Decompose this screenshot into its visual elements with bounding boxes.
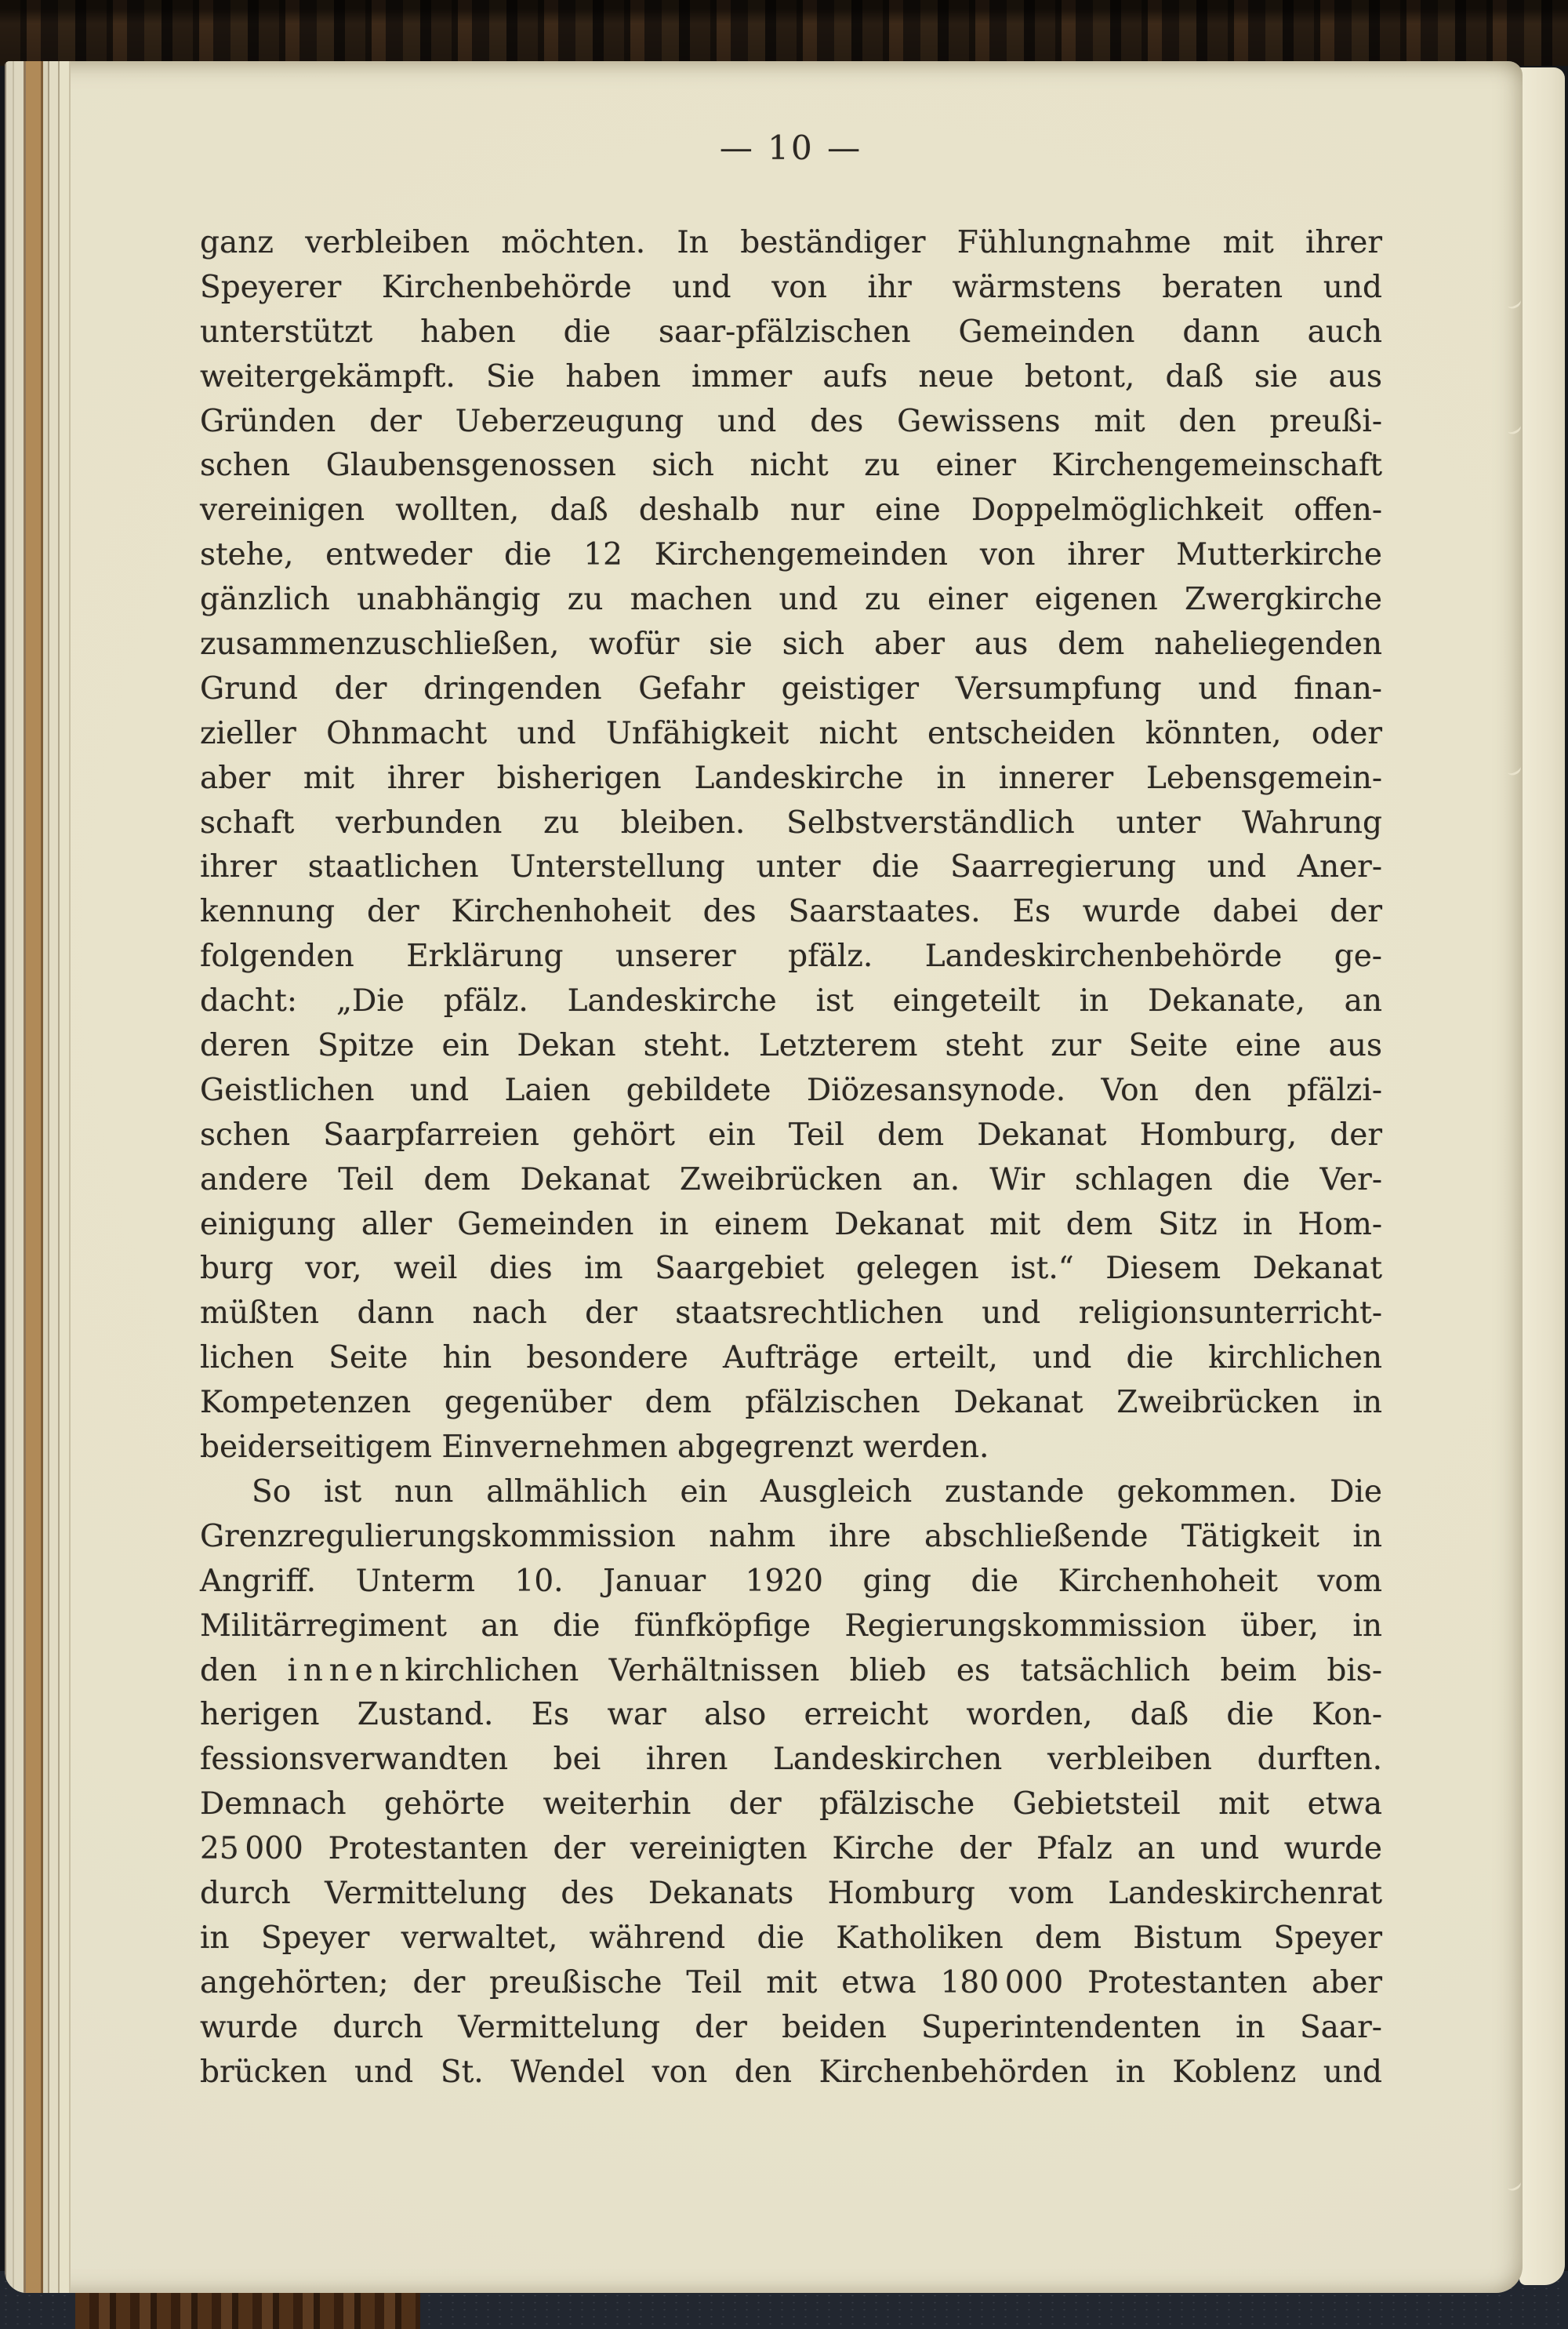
text-line: deren Spitze ein Dekan steht. Letzterem steht zur Seite eine aus [200, 1028, 1382, 1064]
text-line: Grund der dringenden Gefahr geistiger Versumpfung und finan- [200, 670, 1382, 707]
text-line: angehörten; der preußische Teil mit etwa 180 000 Protestanten aber [200, 1964, 1382, 2000]
text-line: schaft verbunden zu bleiben. Selbstverständlich unter Wahrung [200, 805, 1382, 841]
text-line: den i n n e n kirchlichen Verhältnissen blieb es tatsächlich beim bis- [200, 1652, 1382, 1688]
text-line: weitergekämpft. Sie haben immer aufs neue betont, daß sie aus [200, 358, 1382, 394]
text-line: lichen Seite hin besondere Aufträge erteilt, und die kirchlichen [200, 1340, 1382, 1376]
text-line: Kompetenzen gegenüber dem pfälzischen Dekanat Zweibrücken in [200, 1385, 1382, 1421]
text-line: beiderseitigem Einvernehmen abgegrenzt werden. [200, 1430, 989, 1466]
text-line: stehe, entweder die 12 Kirchengemeinden von ihrer Mutterkirche [200, 537, 1382, 573]
text-line: Speyerer Kirchenbehörde und von ihr wärmstens beraten und [200, 269, 1382, 305]
text-line: andere Teil dem Dekanat Zweibrücken an. Wir schlagen die Ver- [200, 1161, 1382, 1197]
text-line: unterstützt haben die saar-pfälzischen Gemeinden dann auch [200, 314, 1382, 350]
text-line: zusammenzuschließen, wofür sie sich aber aus dem naheliegenden [200, 627, 1382, 663]
text-line: Angriff. Unterm 10. Januar 1920 ging die Kirchenhoheit vom [200, 1563, 1382, 1599]
text-line: brücken und St. Wendel von den Kirchenbehörden in Koblenz und [200, 2054, 1382, 2090]
text-line: ihrer staatlichen Unterstellung unter die Saarregierung und Aner- [200, 849, 1382, 885]
text-line: fessionsverwandten bei ihren Landeskirchen verbleiben durften. [200, 1742, 1382, 1778]
page-number: — 10 — [719, 129, 863, 167]
text-line: Grenzregulierungskommission nahm ihre abschließende Tätigkeit in [200, 1518, 1382, 1554]
text-line: durch Vermittelung des Dekanats Homburg vom Landeskirchenrat [200, 1875, 1382, 1911]
text-line: schen Saarpfarreien gehört ein Teil dem Dekanat Homburg, der [200, 1117, 1382, 1153]
text-line: einigung aller Gemeinden in einem Dekanat mit dem Sitz in Hom- [200, 1206, 1382, 1242]
text-line: wurde durch Vermittelung der beiden Superintendenten in Saar- [200, 2009, 1382, 2045]
text-line: 25 000 Protestanten der vereinigten Kirche der Pfalz an und wurde [200, 1831, 1382, 1867]
text-line: Geistlichen und Laien gebildete Diözesansynode. Von den pfälzi- [200, 1072, 1382, 1108]
text-line: vereinigen wollten, daß deshalb nur eine Doppelmöglichkeit offen- [200, 492, 1382, 529]
text-line: aber mit ihrer bisherigen Landeskirche in innerer Lebensgemein- [200, 760, 1382, 796]
book-binding-top [0, 0, 1568, 66]
text-line: Militärregiment an die fünfköpfige Regierungskommission über, in [200, 1608, 1382, 1644]
text-line: Gründen der Ueberzeugung und des Gewissens mit den preußi- [200, 403, 1382, 439]
text-line: So ist nun allmählich ein Ausgleich zustande gekommen. Die [252, 1473, 1382, 1510]
stacked-page-edge [1519, 67, 1565, 2285]
text-line: herigen Zustand. Es war also erreicht worden, daß die Kon- [200, 1697, 1382, 1733]
text-line: ganz verbleiben möchten. In beständiger Fühlungnahme mit ihrer [200, 225, 1382, 260]
text-line: kennung der Kirchenhoheit des Saarstaates. Es wurde dabei der [200, 894, 1382, 930]
text-line: müßten dann nach der staatsrechtlichen und religionsunterricht- [200, 1295, 1382, 1332]
book-page [5, 61, 1523, 2293]
text-block [200, 221, 1382, 2095]
text-line: in Speyer verwaltet, während die Katholiken dem Bistum Speyer [200, 1920, 1382, 1956]
text-line: Demnach gehörte weiterhin der pfälzische Gebietsteil mit etwa [200, 1786, 1382, 1822]
page-gutter [5, 61, 80, 2293]
text-line: zieller Ohnmacht und Unfähigkeit nicht entscheiden könnten, oder [200, 715, 1382, 751]
text-line: gänzlich unabhängig zu machen und zu einer eigenen Zwergkirche [200, 582, 1382, 618]
text-line: folgenden Erklärung unserer pfälz. Landeskirchenbehörde ge- [200, 939, 1382, 975]
text-line: schen Glaubensgenossen sich nicht zu einer Kirchengemeinschaft [200, 448, 1382, 484]
text-line: dacht: „Die pfälz. Landeskirche ist eingeteilt in Dekanate, an [200, 983, 1382, 1019]
text-line: burg vor, weil dies im Saargebiet gelegen ist.“ Diesem Dekanat [200, 1251, 1382, 1287]
